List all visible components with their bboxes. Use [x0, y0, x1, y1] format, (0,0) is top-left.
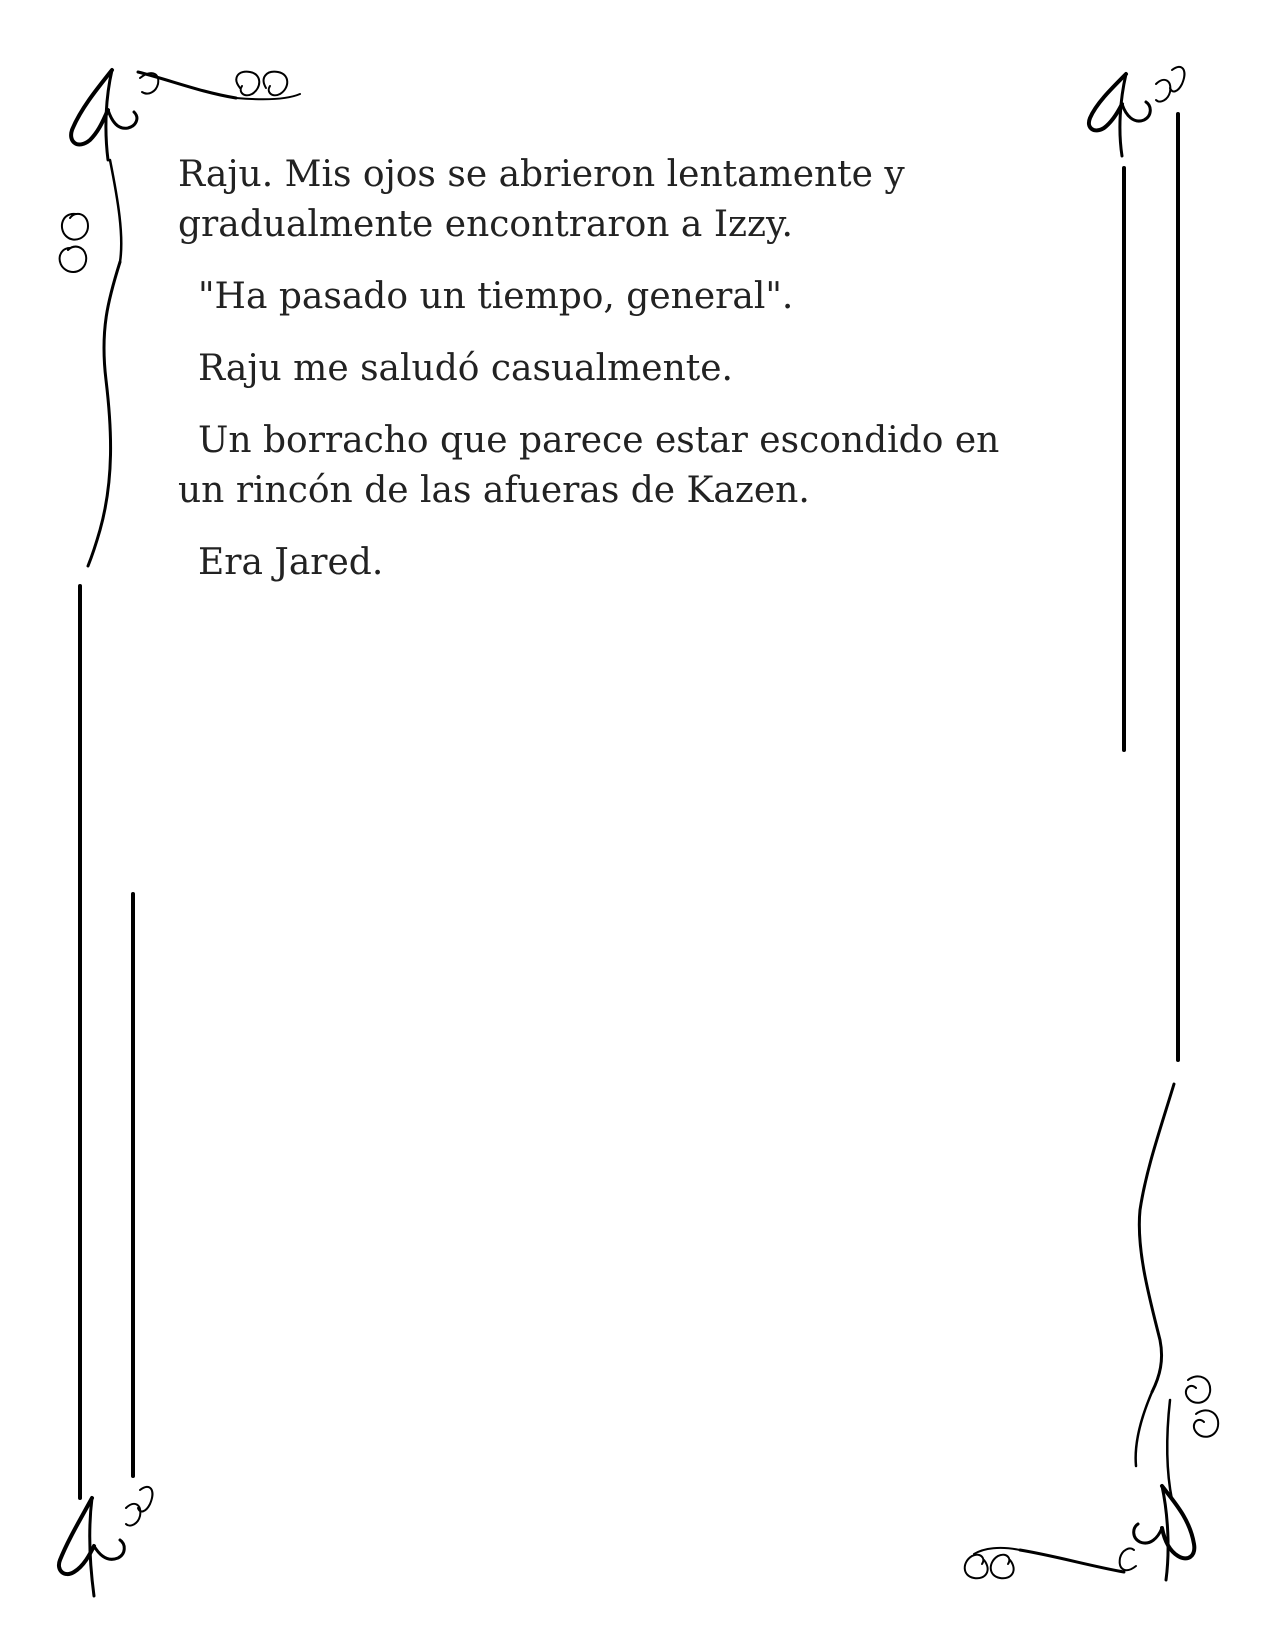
- paragraph-2: "Ha pasado un tiempo, general".: [198, 276, 794, 317]
- flourish-bottom-left-icon: [59, 1487, 152, 1596]
- paragraph-4-text: Un borracho que parece estar escondido en un rincón de las afueras de Kazen.: [178, 420, 1000, 511]
- paragraph-3: Raju me saludó casualmente.: [198, 348, 733, 389]
- flourish-bottom-right-icon: [965, 1084, 1218, 1580]
- paragraph-1: Raju. Mis ojos se abrieron lentamente y gradualmente encontraron a Izzy.: [178, 154, 905, 245]
- body-text: [178, 150, 1058, 610]
- paragraph-4: [178, 416, 1058, 516]
- paragraph-5: Era Jared.: [198, 542, 384, 583]
- flourish-top-right-icon: [1089, 67, 1184, 156]
